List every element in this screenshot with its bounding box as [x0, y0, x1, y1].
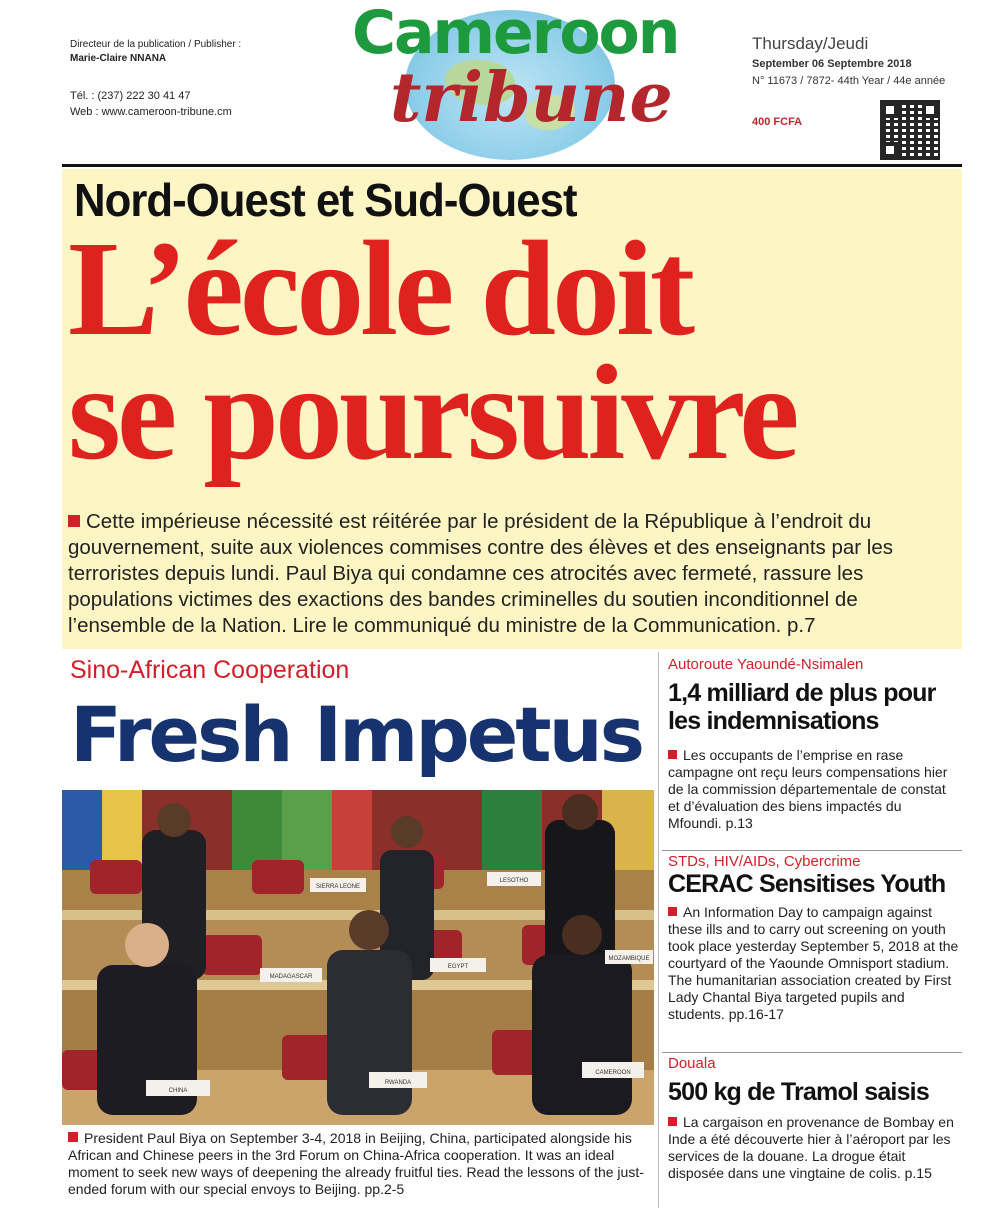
masthead-divider [62, 164, 962, 167]
side-story-text-body: La cargaison en provenance de Bombay en Inde a été découverte hier à l’aéroport par les services de la douane. La drogue était disposée dans une vingtaine de colis. p.15 [668, 1114, 954, 1181]
summit-photo [62, 790, 654, 1125]
column-divider [658, 652, 659, 1208]
publisher-info [70, 38, 241, 120]
side-divider [662, 1052, 962, 1053]
side-story-text-body: An Information Day to campaign against these ills and to carry out screening on youth took place yesterday September 5, 2018 at the courtyard of the Yaounde Omnisport stadium. The humanitarian association created by First Lady Chantal Biya targeted pupils and students. pp.16-17 [668, 904, 959, 1022]
placard-label: LESOTHO [499, 878, 529, 884]
placard-label: SIERRA LEONE [315, 884, 361, 890]
placard-label: CAMEROON [595, 1070, 631, 1076]
issue-price: 400 FCFA [752, 116, 803, 128]
side-story-text [668, 747, 958, 832]
bullet-square-icon [668, 907, 677, 916]
lead-headline-line2: se poursuivre [68, 338, 796, 488]
summit-photo-illustration [62, 790, 654, 1125]
placard-label: CHINA [168, 1088, 188, 1094]
side-story-kicker: STDs, HIV/AIDs, Cybercrime [668, 853, 861, 870]
side-story-cerac[interactable] [668, 853, 963, 1023]
qr-code-icon[interactable] [880, 100, 940, 160]
publisher-name: Marie-Claire NNANA [70, 53, 167, 64]
placard-label: MOZAMBIQUE [608, 956, 650, 962]
lead-kicker: Nord-Ouest et Sud-Ouest [74, 174, 577, 226]
bullet-square-icon [668, 750, 677, 759]
issue-date: September 06 Septembre 2018 [752, 58, 912, 70]
side-story-headline: 500 kg de Tramol saisis [668, 1078, 929, 1106]
feature-headline[interactable]: Fresh Impetus [70, 690, 642, 779]
bullet-square-icon [68, 515, 80, 527]
phone-number: Tél. : (237) 222 30 41 47 [70, 90, 191, 102]
lead-summary-text: Cette impérieuse nécessité est réitérée par le président de la République à l’endroit du gouvernement, suite aux violences commises contre des élèves et des enseignants par les terroristes depuis lundi. Paul Biya qui condamne ces atrocités avec fermeté, rassure les populations victimes des exactions des bandes criminelles du soutien inconditionnel de l’ensemble de la Nation. Lire le communiqué du ministre de la Communication. p.7 [68, 510, 894, 637]
side-story-text [668, 1114, 963, 1182]
side-divider [662, 850, 962, 851]
placard-label: MADAGASCAR [269, 974, 313, 980]
logo-word-tribune: tribune [390, 58, 673, 138]
side-story-douala[interactable] [668, 1055, 963, 1182]
lead-summary [68, 509, 952, 639]
photo-caption [68, 1130, 658, 1198]
side-story-text [668, 904, 963, 1023]
issue-day: Thursday/Jeudi [752, 34, 869, 53]
feature-kicker: Sino-African Cooperation [70, 656, 350, 684]
website[interactable]: Web : www.cameroon-tribune.cm [70, 106, 232, 118]
side-story-kicker: Douala [668, 1055, 716, 1072]
side-story-headline: 1,4 milliard de plus pour les indemnisations [668, 679, 936, 735]
newspaper-logo [350, 0, 679, 160]
issue-info [752, 34, 967, 128]
placard-label: RWANDA [384, 1080, 412, 1086]
photo-caption-text: President Paul Biya on September 3-4, 2018 in Beijing, China, participated alongside his African and Chinese peers in the 3rd Forum on China-Africa cooperation. It was an ideal moment to seek new ways of deepening the already fruitful ties. Read the lessons of the just-ended forum with our special envoys to Beijing. pp.2-5 [68, 1130, 644, 1197]
placard-label: EGYPT [447, 964, 469, 970]
bullet-square-icon [68, 1132, 78, 1142]
side-story-text-body: Les occupants de l’emprise en rase campagne ont reçu leurs compensations hier de la commission départementale de constat et d’évaluation des biens impactés du Mfoundi. p.13 [668, 747, 948, 831]
lead-headline-line1: L’école doit [68, 214, 692, 364]
contact-block [70, 88, 241, 120]
lead-story[interactable] [62, 169, 962, 649]
publisher-label: Directeur de la publication / Publisher : [70, 39, 242, 50]
side-story-headline: CERAC Sensitises Youth [668, 870, 946, 898]
logo-word-cameroon: Cameroon [352, 0, 679, 68]
issue-number: N° 11673 / 7872- 44th Year / 44e année [752, 75, 946, 87]
side-story-kicker: Autoroute Yaoundé-Nsimalen [668, 656, 864, 673]
lead-headline [68, 214, 796, 488]
side-story-autoroute[interactable] [668, 656, 963, 832]
bullet-square-icon [668, 1117, 677, 1126]
